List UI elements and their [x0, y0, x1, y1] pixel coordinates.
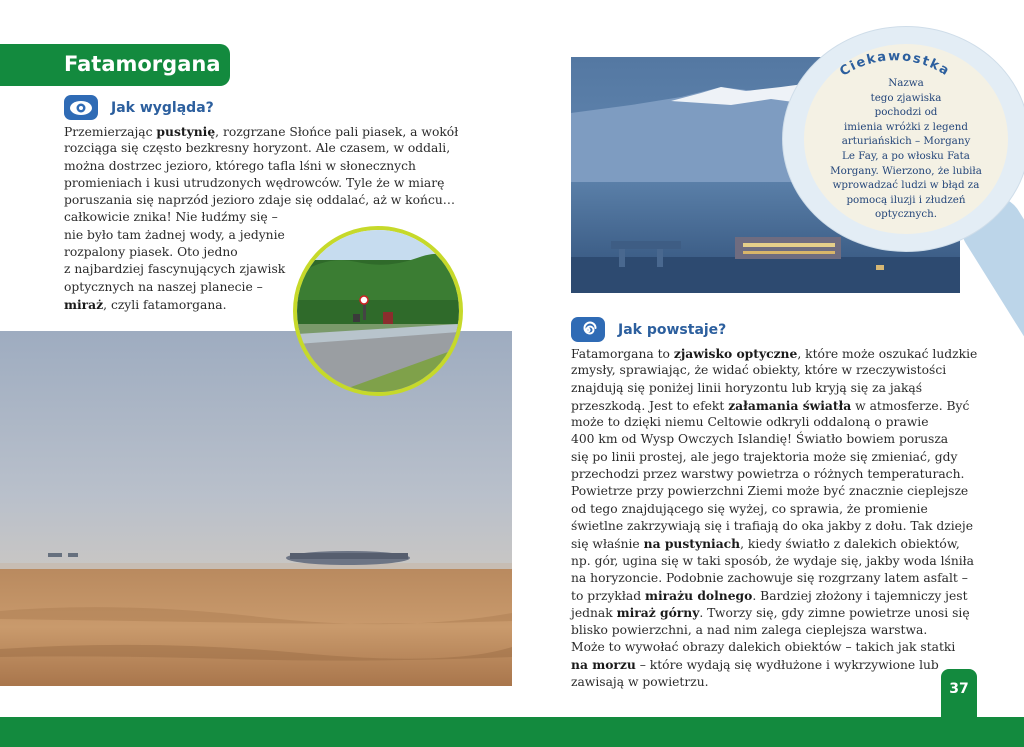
page-title: Fatamorgana — [64, 52, 221, 76]
ciekawostka-line: wprowadzać ludzi w błąd za — [832, 179, 980, 192]
text-run: np. gór, ugina się w taki sposób, że wydaje się, jakby woda lśniła — [571, 553, 974, 568]
text-run: rozciąga się często bezkresny horyzont. Ale czasem, w oddali, — [64, 141, 451, 156]
text-run: znajdują się poniżej linii horyzontu lub kryją się za jakąś — [571, 380, 923, 395]
text-run: – które wydają się wydłużone i wykrzywione lub — [635, 658, 939, 673]
ciekawostka-text — [806, 76, 1006, 222]
text-line — [571, 362, 977, 379]
text-run: nie było tam żadnej wody, a jedynie — [64, 227, 285, 242]
text-line — [571, 656, 977, 673]
ciekawostka-line: Le Fay, a po włosku Fata — [842, 149, 970, 162]
ciekawostka-line: pochodzi od — [874, 106, 938, 119]
text-line — [571, 501, 977, 518]
ciekawostka-title: Ciekawostka — [837, 49, 953, 80]
ciekawostka-line: optycznych. — [874, 208, 938, 221]
bold-term: pustynię — [156, 124, 216, 139]
text-line — [571, 397, 977, 414]
text-line — [571, 431, 977, 448]
text-line — [571, 535, 977, 552]
text-run: całkowicie znika! Nie łudźmy się – — [64, 210, 278, 225]
text-run: 400 km od Wysp Owczych Islandię! Światło bowiem porusza — [571, 432, 949, 447]
text-run: może to dzięki niemu Celtowie odkryli oddaloną o prawie — [571, 415, 929, 430]
text-run: zmysły, sprawiając, że widać obiekty, które w rzeczywistości — [571, 363, 947, 378]
text-run: Przemierzając — [64, 125, 157, 139]
text-run: od tego znajdującego się wyżej, co sprawia, że promienie — [571, 501, 928, 516]
text-run: zawisają w powietrzu. — [571, 674, 709, 689]
text-line — [571, 674, 977, 691]
text-run: z najbardziej fascynujących zjawisk — [64, 262, 286, 277]
ciekawostka-line: imienia wróżki z legend — [844, 120, 968, 133]
bold-term: na pustyniach — [643, 536, 741, 552]
text-run: Fatamorgana to — [571, 347, 674, 361]
text-run: optycznych na naszej planecie – — [64, 279, 263, 294]
text-run: , kiedy światło z dalekich obiektów, — [740, 537, 960, 552]
text-run: . Tworzy się, gdy zimne powietrze unosi się — [699, 606, 970, 621]
text-run: świetlne zakrzywiają się i trafiają do oka jakby z dołu. Tak dzieje — [571, 518, 974, 533]
bold-term: załamania światła — [728, 397, 852, 413]
text-line — [571, 604, 977, 621]
text-line — [571, 380, 977, 397]
text-line — [571, 414, 977, 431]
ciekawostka-line: tego zjawiska — [870, 91, 942, 104]
section-heading-formation — [571, 317, 726, 342]
section-heading-label: Jak wygląda? — [111, 99, 214, 116]
text-run: przeszkodą. Jest to efekt — [571, 398, 729, 413]
text-run: rozpalony piasek. Oto jedno — [64, 245, 238, 260]
bold-term: na morzu — [571, 657, 636, 673]
text-line — [571, 553, 977, 570]
bold-term: mirażu dolnego — [644, 588, 753, 604]
text-run: to przykład — [571, 589, 645, 604]
text-run: na horyzoncie. Podobnie zachowuje się rozgrzany latem asfalt – — [571, 570, 968, 585]
text-run: poruszania się naprzód jezioro zdaje się oddalać, aż w końcu… — [64, 193, 456, 208]
text-run: promieniach i kusi utrudzonych wędrowców. Tyle że w miarę — [64, 175, 445, 190]
text-line — [571, 518, 977, 535]
text-run: można dostrzec jezioro, którego tafla lśni w słonecznych — [64, 158, 416, 173]
ciekawostka-line: Nazwa — [888, 77, 924, 89]
ciekawostka-line: Morgany. Wierzono, że lubiła — [830, 164, 982, 177]
text-line — [571, 639, 977, 656]
text-line — [571, 570, 977, 587]
text-run: , rozgrzane Słońce pali piasek, a wokół — [215, 125, 459, 139]
page-number: 37 — [941, 669, 977, 717]
bold-term: miraż górny — [616, 605, 700, 621]
section-text-formation — [571, 345, 977, 691]
swirl-icon — [571, 317, 605, 342]
ciekawostka-line: arturiańskich – Morgany — [841, 135, 971, 148]
bold-term: miraż — [64, 296, 104, 312]
text-run: , czyli fatamorgana. — [103, 297, 227, 312]
footer-bar — [0, 717, 1024, 747]
text-run: Może to wywołać obrazy dalekich obiektów – takich jak statki — [571, 640, 956, 655]
text-line — [571, 587, 977, 604]
ciekawostka-line: pomocą iluzji i złudzeń — [846, 193, 966, 206]
text-line — [571, 466, 977, 483]
text-run: przechodzi przez warstwy powietrza o różnych temperaturach. — [571, 467, 965, 482]
text-line — [571, 622, 977, 639]
text-line — [571, 449, 977, 466]
text-run: blisko powierzchni, a nad nim zalega cieplejsza warstwa. — [571, 622, 928, 637]
text-run: Powietrze przy powierzchni Ziemi może być znacznie cieplejsze — [571, 484, 969, 499]
text-run: w atmosferze. Być — [851, 398, 970, 413]
text-run: się właśnie — [571, 537, 644, 552]
text-run: się po linii prostej, ale jego trajektoria może się zmieniać, gdy — [571, 449, 958, 464]
text-line — [571, 483, 977, 500]
text-run: . Bardziej złożony i tajemniczy jest — [752, 589, 968, 604]
text-line — [571, 345, 977, 362]
text-run: , które może oszukać ludzkie — [797, 347, 978, 361]
bold-term: zjawisko optyczne — [673, 346, 798, 361]
text-run: jednak — [571, 606, 617, 621]
section-heading-label: Jak powstaje? — [618, 321, 727, 338]
